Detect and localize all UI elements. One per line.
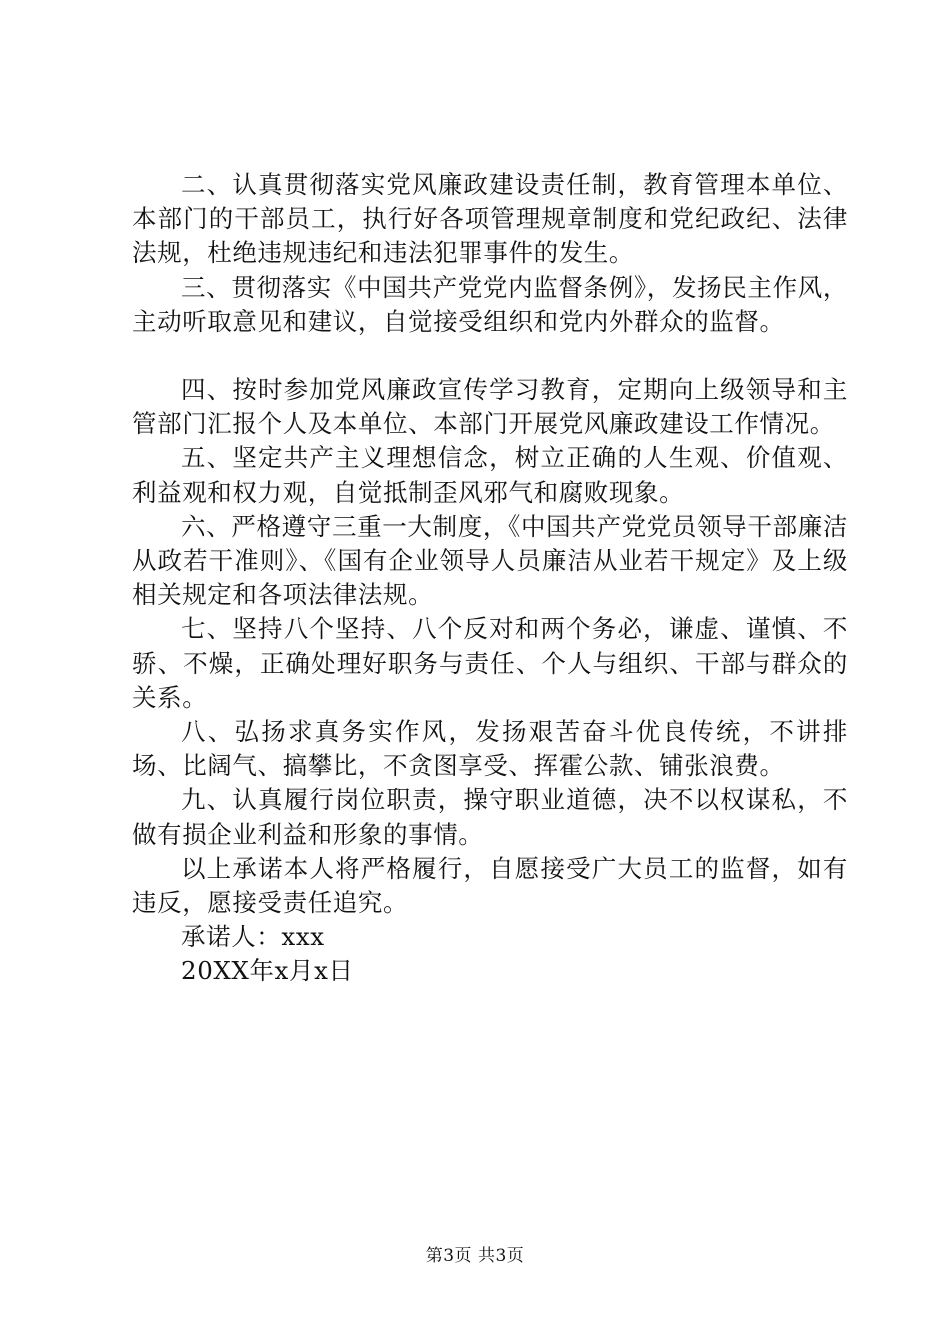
document-body [132, 168, 848, 989]
paragraph-3: 三、贯彻落实《中国共产党党内监督条例》，发扬民主作风，主动听取意见和建议，自觉接受组织和党内外群众的监督。 [132, 272, 848, 336]
paragraph-2: 二、认真贯彻落实党风廉政建设责任制，教育管理本单位、本部门的干部员工，执行好各项管理规章制度和党纪政纪、法律法规，杜绝违规违纪和违法犯罪事件的发生。 [132, 170, 848, 268]
date-line: 20XX年x月x日 [181, 956, 354, 986]
paragraph-9: 九、认真履行岗位职责，操守职业道德，决不以权谋私，不做有损企业利益和形象的事情。 [132, 785, 848, 849]
paragraph-pledge-closing: 以上承诺本人将严格履行，自愿接受广大员工的监督，如有违反，愿接受责任追究。 [132, 853, 848, 918]
signer-line: 承诺人：xxx [181, 922, 325, 952]
paragraph-6: 六、严格遵守三重一大制度，《中国共产党党员领导干部廉洁从政若干准则》、《国有企业领导人员廉洁从业若干规定》及上级相关规定和各项法律法规。 [132, 511, 848, 610]
paragraph-7: 七、坚持八个坚持、八个反对和两个务必，谦虚、谨慎、不骄、不燥，正确处理好职务与责任、个人与组织、干部与群众的关系。 [132, 614, 848, 712]
page-footer: 第3页 共3页 [425, 1246, 525, 1266]
paragraph-5: 五、坚定共产主义理想信念，树立正确的人生观、价值观、利益观和权力观，自觉抵制歪风邪气和腐败现象。 [132, 443, 848, 507]
paragraph-8: 八、弘扬求真务实作风，发扬艰苦奋斗优良传统，不讲排场、比阔气、搞攀比，不贪图享受、挥霍公款、铺张浪费。 [132, 717, 848, 781]
paragraph-4: 四、按时参加党风廉政宣传学习教育，定期向上级领导和主管部门汇报个人及本单位、本部门开展党风廉政建设工作情况。 [132, 375, 848, 439]
